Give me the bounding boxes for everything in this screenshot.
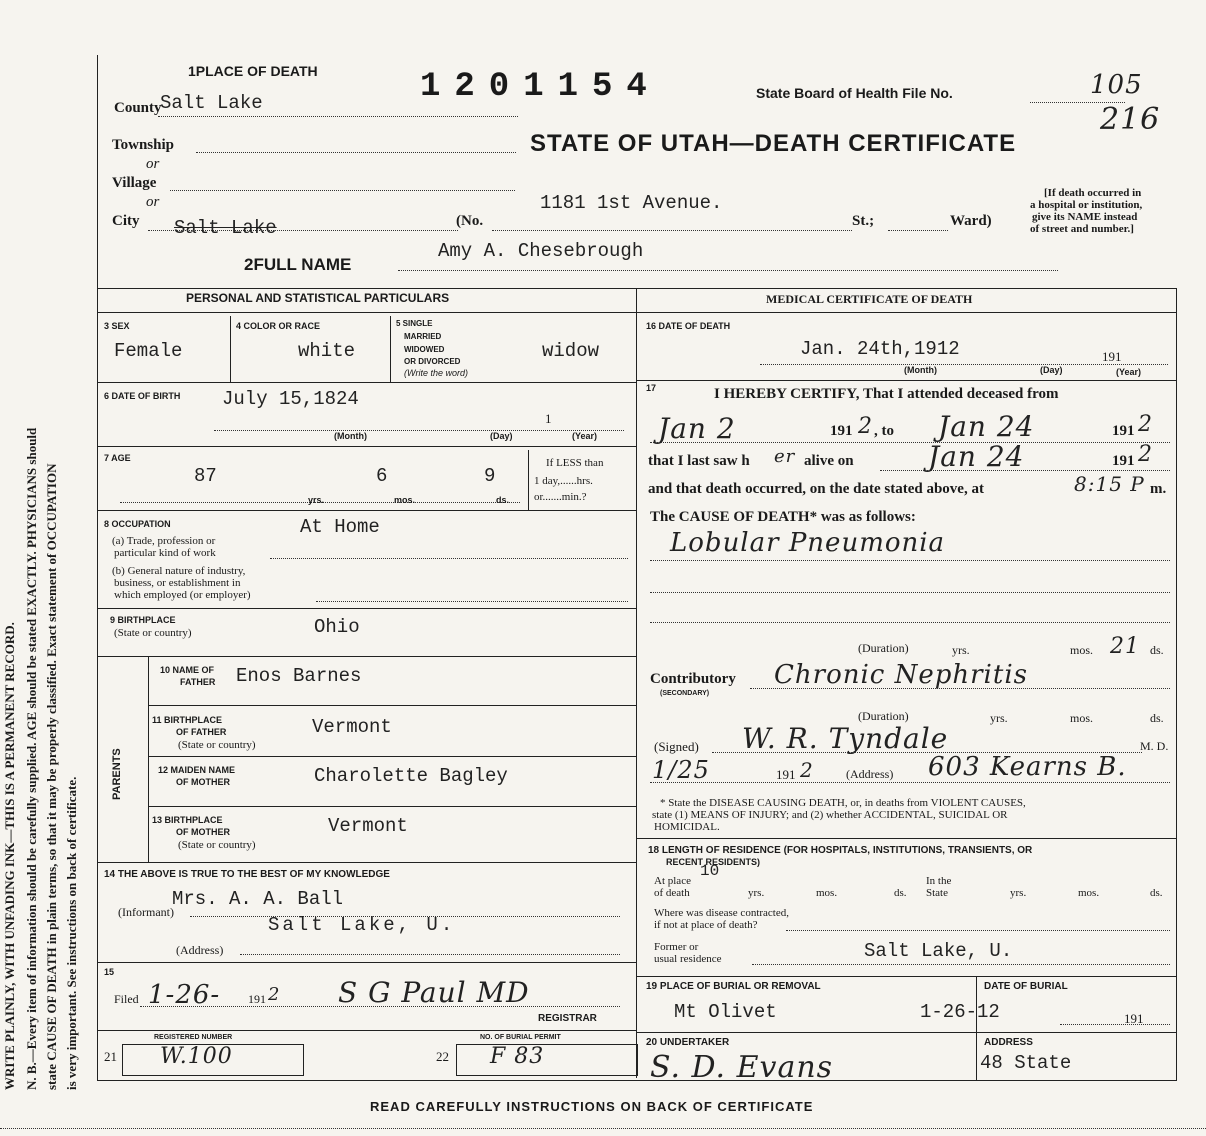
full-name-label: 2FULL NAME (244, 255, 352, 274)
dob-day-caption: (Day) (490, 431, 513, 441)
county-label: County (114, 100, 162, 116)
burial-place-value: Mt Olivet (674, 1001, 777, 1023)
rule-m11 (650, 782, 1170, 783)
at-place-label-2: of death (654, 887, 690, 899)
in-state-mos: mos. (1078, 887, 1100, 899)
contributory-label: Contributory (650, 671, 736, 687)
certificate-title: STATE OF UTAH—DEATH CERTIFICATE (530, 130, 1017, 157)
occupation-b2: business, or establishment in (114, 577, 241, 589)
full-name-value: Amy A. Chesebrough (438, 240, 644, 262)
duration-ds-1: ds. (1150, 643, 1164, 657)
cause-value: Lobular Pneumonia (670, 528, 946, 558)
mother-name-label-2: OF MOTHER (176, 777, 230, 787)
father-value: Enos Barnes (236, 665, 362, 687)
burial-permit-box (456, 1044, 638, 1076)
rule-p9 (97, 510, 636, 511)
color-value: white (298, 340, 356, 362)
rule-p21 (97, 962, 636, 963)
rule-m14 (752, 964, 1170, 965)
occupation-b: (b) General nature of industry, (112, 565, 246, 577)
signed-date: 1/25 (652, 756, 710, 784)
or-2: or (146, 194, 160, 210)
marital-label-5: (Write the word) (404, 368, 469, 378)
in-state-label-1: In the (926, 875, 952, 887)
rule-m12 (636, 838, 1176, 839)
in-state-label-2: State (926, 887, 948, 899)
city-label: City (112, 213, 140, 229)
village-label: Village (112, 175, 157, 191)
father-birthplace-label-3: (State or country) (178, 739, 256, 751)
marital-label-4: OR DIVORCED (404, 357, 461, 366)
registered-number-value: W.100 (160, 1044, 233, 1069)
less-than-2: 1 day,......hrs. (534, 475, 593, 487)
physician-address-label: (Address) (846, 767, 894, 781)
margin-line-0: WRITE PLAINLY, WITH UNFADING INK—THIS IS A PERMANENT RECORD. (2, 622, 17, 1090)
signed-value: W. R. Tyndale (742, 722, 949, 755)
rule-m9 (750, 688, 1170, 689)
death-year-caption: (Year) (1116, 367, 1142, 377)
frame-bottom (97, 1080, 1177, 1081)
registered-number-index: 21 (104, 1049, 117, 1064)
signed-year-prefix: 191 (776, 767, 796, 782)
rule-m18 (636, 1032, 1176, 1033)
rule-p5 (214, 430, 624, 431)
contributory-value: Chronic Nephritis (774, 660, 1028, 690)
last-saw-text-2: alive on (804, 453, 854, 469)
rule-p4 (97, 382, 636, 383)
informant-address-value: Salt Lake, U. (268, 914, 456, 936)
hospital-note-3: give its NAME instead (1032, 211, 1138, 223)
last-saw-text-1: that I last saw h (648, 453, 750, 469)
rule-p8 (528, 450, 529, 510)
sex-label: 3 SEX (104, 321, 130, 331)
less-than-1: If LESS than (546, 457, 604, 469)
to-year-hand: 2 (1138, 412, 1153, 437)
at-place-value: 10 (700, 862, 720, 880)
age-yrs-caption: yrs. (308, 495, 325, 505)
duration-yrs-1: yrs. (952, 643, 970, 657)
marital-label-2: MARRIED (404, 332, 442, 341)
age-months-value: 6 (376, 465, 388, 487)
village-line (170, 190, 515, 191)
header-divider (97, 288, 1177, 289)
frame-left (97, 55, 98, 1080)
undertaker-address-value: 48 State (980, 1052, 1072, 1074)
rule-m7 (650, 592, 1170, 593)
footer-instructions: READ CAREFULLY INSTRUCTIONS ON BACK OF CERTIFICATE (370, 1099, 814, 1114)
rule-p22 (140, 1006, 620, 1007)
certify-text: I HEREBY CERTIFY, That I attended deceased from (714, 386, 1059, 402)
occupation-a: (a) Trade, profession or (112, 535, 216, 547)
hospital-note-4: of street and number.] (1030, 223, 1134, 235)
cause-label: The CAUSE OF DEATH* was as follows: (650, 509, 916, 525)
informant-heading: 14 THE ABOVE IS TRUE TO THE BEST OF MY KNOWLEDGE (104, 869, 390, 880)
rule-m15 (636, 976, 1176, 977)
cause-note-1: * State the DISEASE CAUSING DEATH, or, in deaths from VIOLENT CAUSES, (660, 797, 1026, 809)
last-saw-hand: er (774, 446, 796, 467)
dob-value: July 15,1824 (222, 388, 359, 410)
duration-label-1: (Duration) (858, 641, 909, 655)
township-line (196, 152, 516, 153)
birthplace-label: 9 BIRTHPLACE (110, 615, 176, 625)
medical-section-title: MEDICAL CERTIFICATE OF DEATH (766, 292, 973, 306)
rule-m3 (636, 380, 1176, 381)
burial-permit-index: 22 (436, 1049, 449, 1064)
father-label-1: 10 NAME OF (160, 665, 215, 675)
rule-m6 (650, 560, 1170, 561)
md-label: M. D. (1140, 739, 1169, 753)
duration-mos-1: mos. (1070, 643, 1094, 657)
burial-permit-label: NO. OF BURIAL PERMIT (480, 1034, 561, 1041)
filed-date-value: 1-26- (148, 980, 221, 1010)
rule-m17 (1060, 1024, 1170, 1025)
father-label-2: FATHER (180, 677, 216, 687)
certify-number: 17 (646, 383, 657, 393)
last-saw-year-hand: 2 (1138, 442, 1153, 467)
date-of-burial-label: DATE OF BURIAL (984, 981, 1068, 992)
attended-to-date: Jan 24 (938, 410, 1035, 443)
duration-yrs-2: yrs. (990, 711, 1008, 725)
duration-ds-2: ds. (1150, 711, 1164, 725)
street-label: St.; (852, 213, 875, 229)
marital-label-3: WIDOWED (404, 345, 445, 354)
center-divider (636, 288, 637, 1078)
where-contracted-1: Where was disease contracted, (654, 907, 789, 919)
former-residence-value: Salt Lake, U. (864, 940, 1013, 962)
rule-m13 (786, 930, 1170, 931)
secondary-label: (SECONDARY) (660, 690, 710, 697)
rule-p23 (97, 1030, 636, 1031)
in-state-yrs: yrs. (1010, 887, 1027, 899)
occupation-a2: particular kind of work (114, 547, 216, 559)
mother-birthplace-label-3: (State or country) (178, 839, 256, 851)
margin-line-1: N. B.—Every item of information should be carefully supplied. AGE should be stated EXACTLY. PHYSICIANS should (24, 427, 39, 1090)
filed-label: Filed (114, 992, 139, 1006)
rule-p10 (270, 558, 628, 559)
rule-m8 (650, 622, 1170, 623)
rule-bottom (0, 1128, 1206, 1129)
rule-p12 (97, 608, 636, 609)
physician-address-value: 603 Kearns B. (928, 752, 1127, 782)
place-of-death-label: 1PLACE OF DEATH (188, 63, 318, 79)
father-birthplace-value: Vermont (312, 716, 392, 738)
age-label: 7 AGE (104, 453, 131, 463)
at-place-yrs: yrs. (748, 887, 765, 899)
filed-number: 15 (104, 967, 115, 977)
rule-m5 (880, 470, 1170, 471)
date-of-burial-value: 1-26-12 (920, 1001, 1000, 1023)
date-of-death-label: 16 DATE OF DEATH (646, 321, 731, 331)
file-number-value-2: 216 (1100, 102, 1161, 137)
former-residence-1: Former or (654, 941, 699, 953)
age-days-value: 9 (484, 465, 496, 487)
margin-line-3: is very important. See instructions on back of certificate. (64, 776, 79, 1090)
where-contracted-2: if not at place of death? (654, 919, 758, 931)
township-label: Township (112, 137, 174, 153)
full-name-line (398, 270, 1058, 271)
marital-value: widow (542, 340, 600, 362)
to-label: , to (874, 423, 894, 439)
dob-label: 6 DATE OF BIRTH (104, 391, 181, 401)
registrar-label: REGISTRAR (538, 1013, 597, 1024)
mother-name-value: Charolette Bagley (314, 765, 508, 787)
mother-name-label-1: 12 MAIDEN NAME (158, 765, 236, 775)
death-month-caption: (Month) (904, 365, 937, 375)
margin-instructions (2, 90, 88, 1090)
rule-p1 (97, 312, 636, 313)
informant-address-label: (Address) (176, 943, 224, 957)
county-value: Salt Lake (160, 92, 263, 114)
date-of-death-191: 191 (1102, 349, 1122, 364)
undertaker-label: 20 UNDERTAKER (646, 1037, 730, 1048)
occurred-m: m. (1150, 481, 1167, 497)
residence-label-2: RECENT RESIDENTS) (666, 857, 761, 867)
informant-value: Mrs. A. A. Ball (172, 888, 344, 910)
age-years-value: 87 (194, 465, 217, 487)
at-place-label-1: At place (654, 875, 691, 887)
rule-m19 (976, 1032, 977, 1080)
occurred-time: 8:15 P (1074, 472, 1145, 496)
ward-label: Ward) (950, 213, 992, 229)
mother-birthplace-value: Vermont (328, 815, 408, 837)
county-line (158, 116, 518, 117)
burial-place-label: 19 PLACE OF BURIAL OR REMOVAL (646, 981, 821, 992)
rule-p6 (97, 446, 636, 447)
death-day-caption: (Day) (1040, 365, 1063, 375)
mother-birthplace-label-1: 13 BIRTHPLACE (152, 815, 223, 825)
signed-year-hand: 2 (800, 758, 814, 782)
date-of-burial-191: 191 (1124, 1011, 1144, 1026)
frame-right (1176, 288, 1177, 1080)
from-year-hand: 2 (858, 414, 873, 439)
file-number-label: State Board of Health File No. (756, 85, 953, 101)
or-1: or (146, 156, 160, 172)
personal-section-title: PERSONAL AND STATISTICAL PARTICULARS (186, 291, 450, 305)
rule-m1 (636, 312, 1176, 313)
rule-p17 (148, 806, 636, 807)
duration-mos-2: mos. (1070, 711, 1094, 725)
cause-note-3: HOMICIDAL. (654, 821, 720, 833)
hospital-note-2: a hospital or institution, (1030, 199, 1143, 211)
occurred-text: and that death occurred, on the date stated above, at (648, 481, 984, 497)
former-residence-2: usual residence (654, 953, 722, 965)
less-than-3: or.......min.? (534, 491, 587, 503)
street-no-label: (No. (456, 213, 484, 229)
from-year-prefix: 191 (830, 423, 853, 439)
occupation-b3: which employed (or employer) (114, 589, 251, 601)
rule-m4 (650, 442, 1170, 443)
rule-p15 (148, 705, 636, 706)
signed-label: (Signed) (654, 739, 699, 754)
registrar-signature: S G Paul MD (338, 976, 530, 1009)
occupation-label: 8 OCCUPATION (104, 519, 171, 529)
date-of-death-value: Jan. 24th,1912 (800, 338, 960, 360)
birthplace-value: Ohio (314, 616, 360, 638)
duration-label-2: (Duration) (858, 709, 909, 723)
registered-number-label: REGISTERED NUMBER (154, 1034, 233, 1041)
street-line (492, 230, 852, 231)
sex-value: Female (114, 340, 183, 362)
age-ds-caption: ds. (496, 495, 510, 505)
in-state-ds: ds. (1150, 887, 1163, 899)
certificate-number: 1201154 (420, 68, 661, 106)
rule-m2 (760, 364, 1168, 365)
father-birthplace-label-1: 11 BIRTHPLACE (152, 715, 223, 725)
burial-permit-value: F 83 (490, 1044, 545, 1069)
rule-p18 (97, 862, 636, 863)
undertaker-address-label: ADDRESS (984, 1037, 1033, 1048)
ward-line (888, 230, 948, 231)
filed-year-hand: 2 (268, 984, 281, 1005)
duration-days-value: 21 (1110, 634, 1140, 659)
birthplace-sub: (State or country) (114, 627, 192, 639)
age-mos-caption: mos. (394, 495, 416, 505)
dob-month-caption: (Month) (334, 431, 367, 441)
last-saw-date: Jan 24 (928, 440, 1025, 473)
mother-birthplace-label-2: OF MOTHER (176, 827, 230, 837)
marital-label-1: 5 SINGLE (396, 319, 433, 328)
rule-p20 (240, 954, 620, 955)
rule-p11 (316, 601, 628, 602)
rule-p2 (230, 316, 231, 382)
rule-p16 (148, 756, 636, 757)
color-label: 4 COLOR OR RACE (236, 321, 321, 331)
cause-note-2: state (1) MEANS OF INJURY; and (2) whether ACCIDENTAL, SUICIDAL OR (652, 809, 1008, 821)
street-address-value: 1181 1st Avenue. (540, 192, 723, 214)
to-year-prefix: 191 (1112, 423, 1135, 439)
hospital-note-1: [If death occurred in (1044, 187, 1142, 199)
last-saw-year-prefix: 191 (1112, 453, 1135, 469)
undertaker-value: S. D. Evans (650, 1050, 834, 1085)
dob-year-caption: (Year) (572, 431, 598, 441)
at-place-mos: mos. (816, 887, 838, 899)
file-number-value-1: 105 (1090, 70, 1143, 100)
rule-p14 (148, 656, 149, 862)
city-value: Salt Lake (174, 217, 277, 239)
margin-line-2: state CAUSE OF DEATH in plain terms, so that it may be properly classified. Exact statement of OCCUPATION (44, 463, 59, 1090)
rule-p13 (97, 656, 636, 657)
city-line (148, 230, 458, 231)
rule-p3 (390, 316, 391, 382)
at-place-ds: ds. (894, 887, 907, 899)
residence-label-1: 18 LENGTH OF RESIDENCE (FOR HOSPITALS, INSTITUTIONS, TRANSIENTS, OR (648, 845, 1033, 856)
dob-one: 1 (545, 411, 552, 426)
parents-label: PARENTS (111, 748, 123, 800)
attended-from-date: Jan 2 (658, 412, 736, 445)
filed-year-prefix: 191 (248, 992, 266, 1006)
father-birthplace-label-2: OF FATHER (176, 727, 227, 737)
occupation-value: At Home (300, 516, 380, 538)
informant-label: (Informant) (118, 905, 174, 919)
